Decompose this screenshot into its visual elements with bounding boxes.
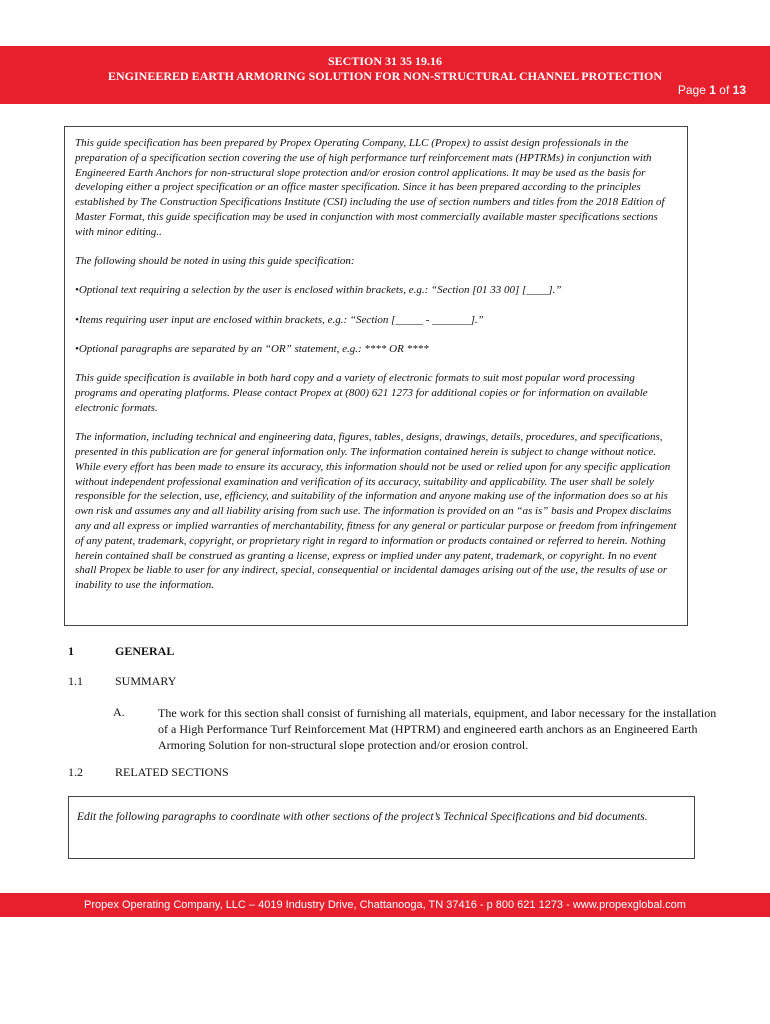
editor-note-text: Edit the following paragraphs to coordinate with other sections of the project’s Technical Specifications and bid documents. xyxy=(77,811,648,823)
page-current: 1 xyxy=(709,83,716,97)
guide-paragraph: •Optional text requiring a selection by the user is enclosed within brackets, e.g.: “Section [01 33 00] [____].” xyxy=(75,284,562,297)
editor-note-box xyxy=(68,796,695,859)
section-title-general: GENERAL xyxy=(115,644,175,658)
page-header xyxy=(0,46,770,104)
page-of: of xyxy=(719,83,730,97)
section-number-1-1: 1.1 xyxy=(68,674,83,688)
section-title-summary: SUMMARY xyxy=(115,674,177,688)
guide-paragraph: The following should be noted in using this guide specification: xyxy=(75,255,355,268)
section-title-related: RELATED SECTIONS xyxy=(115,765,229,779)
guide-paragraph: This guide specification is available in both hard copy and a variety of electronic formats to suit most popular word processing programs and operating platforms. Please contact Propex at (800) 621 1273 for additional copies or for information on available electronic formats. xyxy=(75,372,648,414)
page-total: 13 xyxy=(732,83,746,97)
guide-paragraph: •Optional paragraphs are separated by an “OR” statement, e.g.: **** OR **** xyxy=(75,342,429,355)
guide-specification-note xyxy=(64,126,688,626)
section-title: ENGINEERED EARTH ARMORING SOLUTION FOR NON-STRUCTURAL CHANNEL PROTECTION xyxy=(108,69,662,83)
footer-contact: Propex Operating Company, LLC – 4019 Industry Drive, Chattanooga, TN 37416 - p 800 621 1273 - www.propexglobal.com xyxy=(84,899,686,911)
page-word: Page xyxy=(677,83,706,97)
section-number: SECTION 31 35 19.16 xyxy=(327,54,443,68)
page-indicator xyxy=(678,83,746,97)
section-number-1: 1 xyxy=(68,644,74,658)
guide-paragraph: This guide specification has been prepared by Propex Operating Company, LLC (Propex) to assist design professionals in the preparation of a specification section covering the use of high performance turf reinforcement mats (HPTRMs) in conjunction with Engineered Earth Anchors for non-structural slope protection and/or erosion control applications. It may be used as the basis for developing either a project specification or an office master specification. Since it has been prepared according to the principles established by The Construction Specifications Institute (CSI) including the use of section numbers and titles from the 2018 Edition of Master Format, this guide specification may be used in conjunction with most commercially available master specifications sections with minor editing.. xyxy=(75,137,665,238)
paragraph-a-text: The work for this section shall consist of furnishing all materials, equipment, and labor necessary for the installation of a High Performance Turf Reinforcement Mat (HPTRM) and engineered earth anchors as an Engineered Earth Armoring Solution for non-structural slope protection and/or erosion control. xyxy=(158,706,717,752)
section-number-1-2: 1.2 xyxy=(68,765,83,779)
guide-paragraph: •Items requiring user input are enclosed within brackets, e.g.: “Section [_____ - _______].” xyxy=(75,313,484,326)
page-footer xyxy=(0,893,770,917)
paragraph-label-a: A. xyxy=(113,705,125,719)
guide-paragraph: The information, including technical and engineering data, figures, tables, designs, drawings, details, procedures, and specifications, presented in this publication are for general information only. The information contained herein is subject to change without notice. While every effort has been made to ensure its accuracy, this information should not be used or relied upon for any specific application without independent professional examination and verification of its accuracy, suitability and applicability. The user shall be solely responsible for the selection, use, efficiency, and suitability of the information and anyone making use of the information does so at his own risk and assumes any and all liability arising from such use. The information is provided on an “as is” basis and Propex disclaims any and all express or implied warranties of merchantability, fitness for any general or particular purpose or freedom from infringement of any patent, trademark, copyright, or proprietary right in regard to information or products contained or referred to herein. Nothing herein contained shall be construed as granting a license, express or implied under any patent, trademark, or copyright. In no event shall Propex be liable to user for any indirect, special, consequential or incidental damages arising out of the use, the results of use or inability to use the information. xyxy=(75,431,677,592)
